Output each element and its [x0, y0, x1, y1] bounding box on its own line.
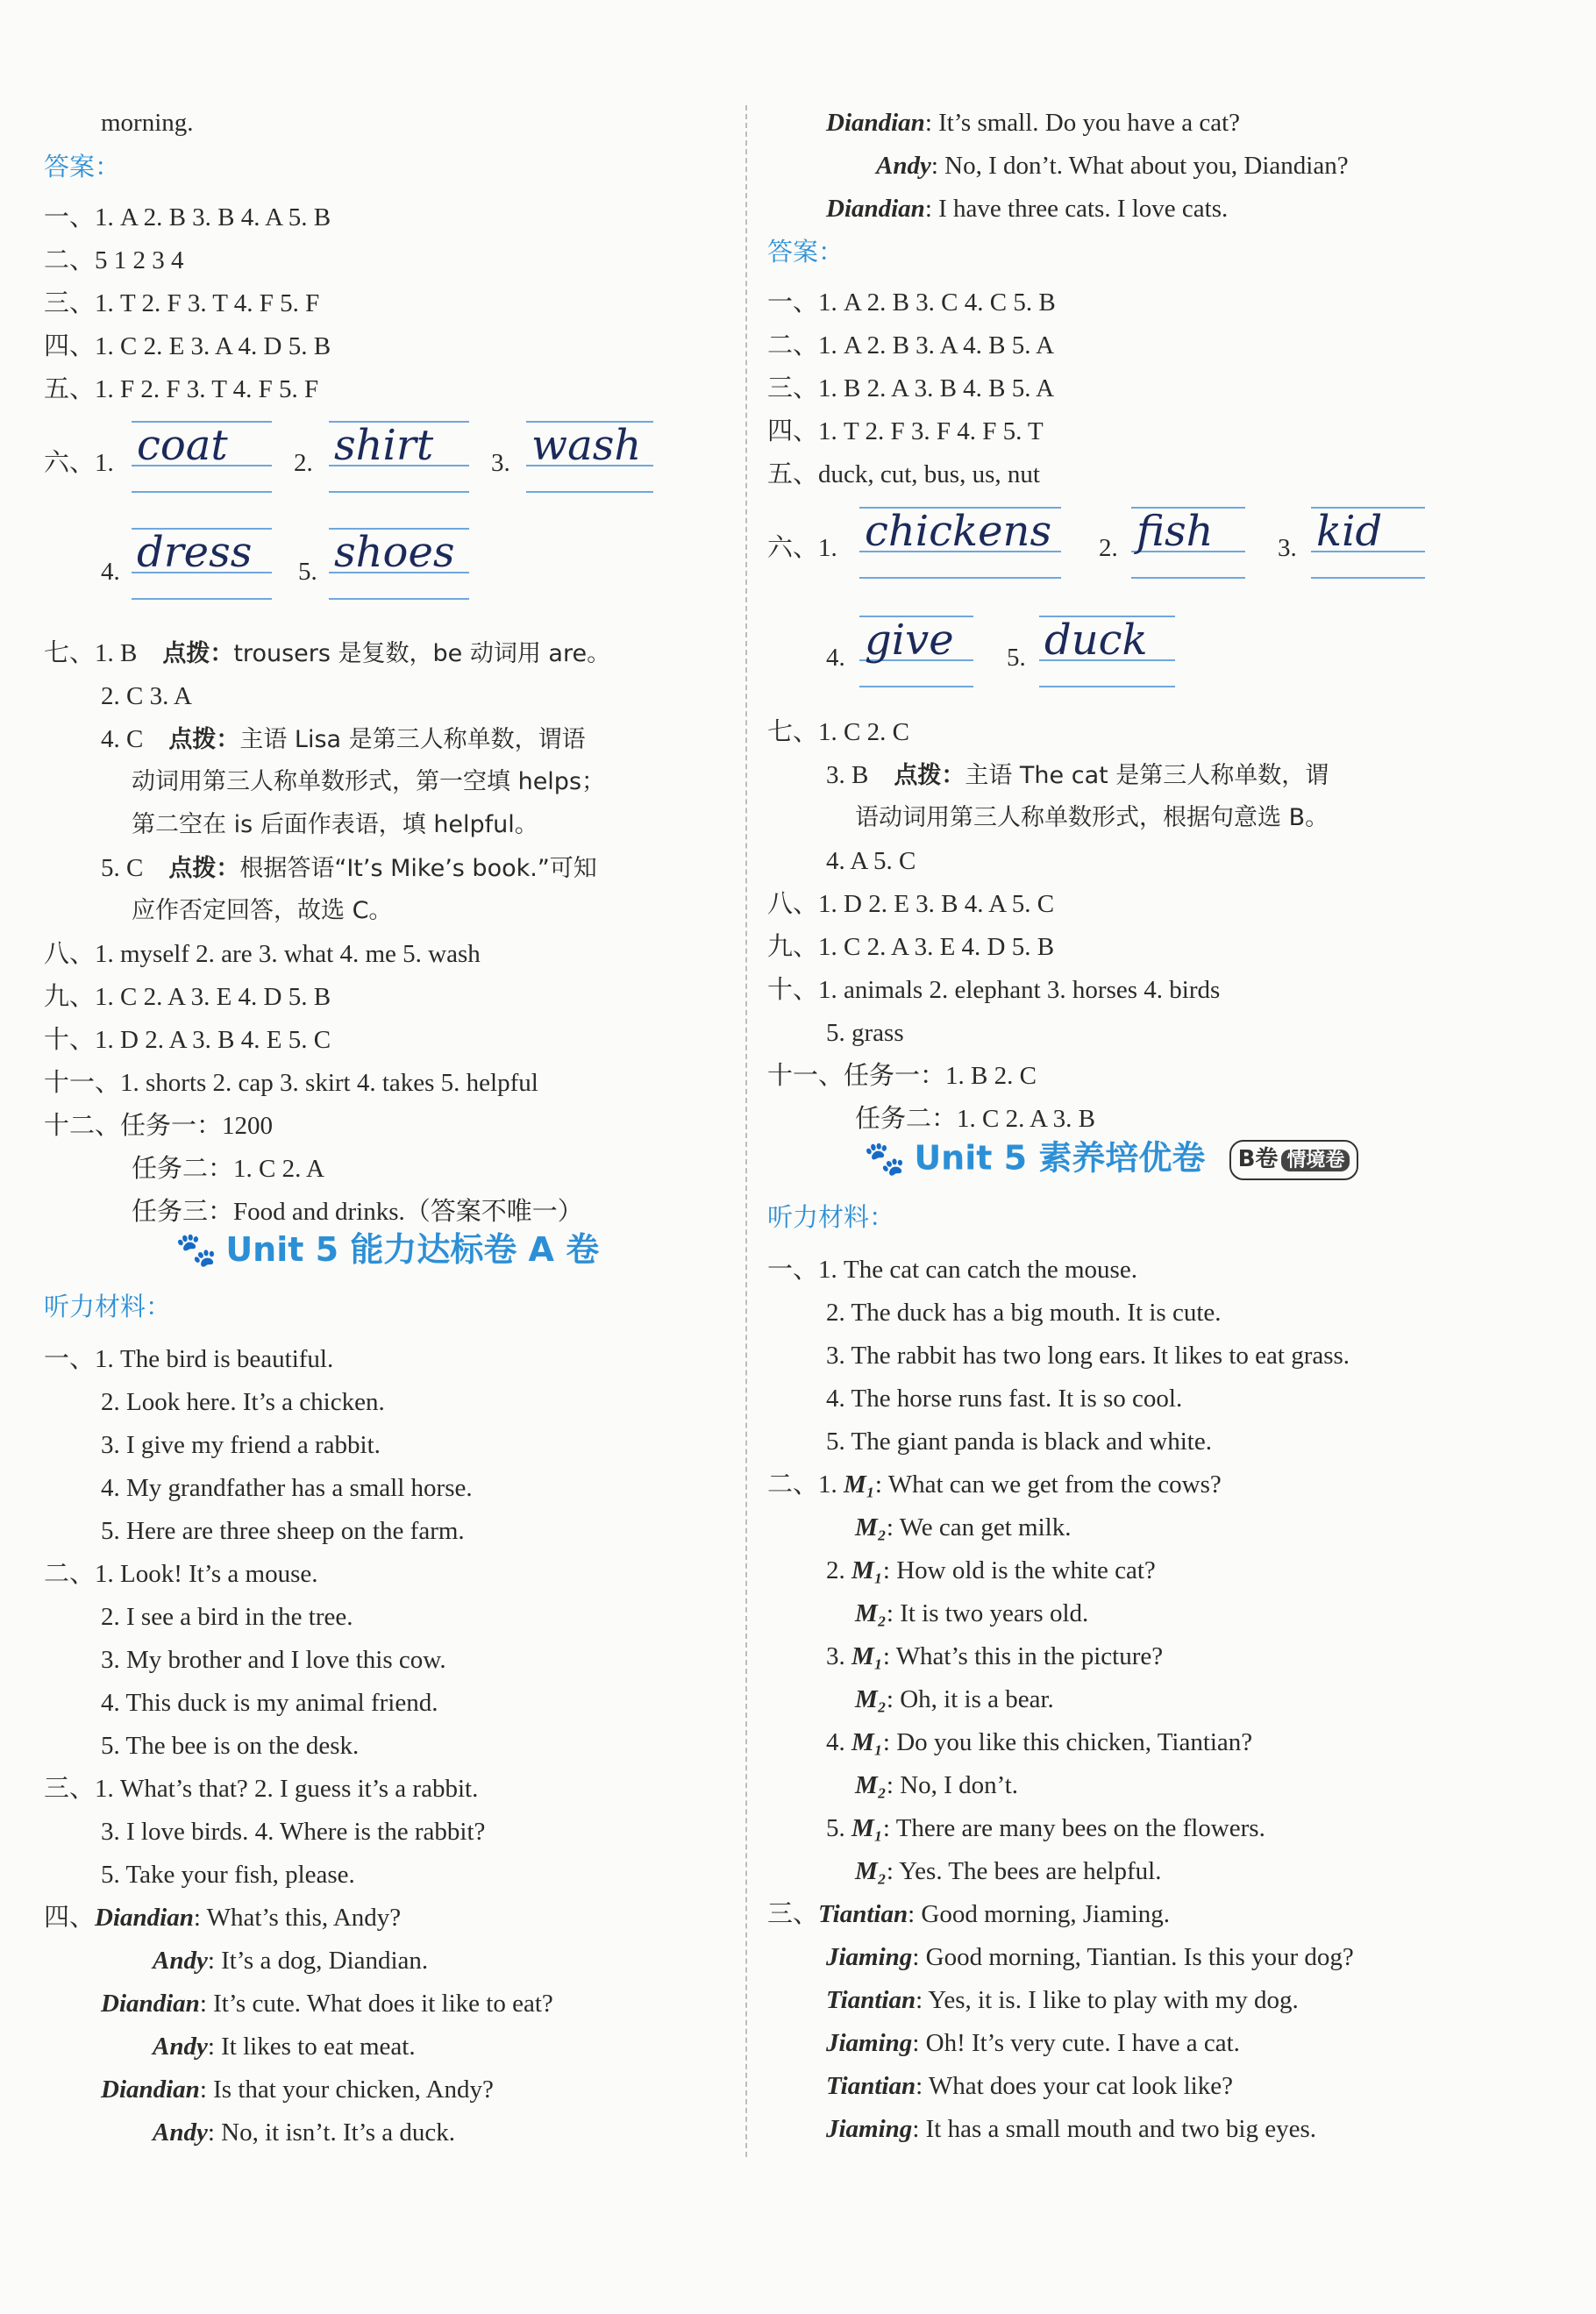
answer-label: 六、1. — [767, 534, 837, 562]
listening-line: 3. The rabbit has two long ears. It likes to eat grass. — [826, 1342, 1350, 1370]
answer-number: 3. — [1278, 534, 1297, 562]
speaker: M₂ — [855, 1599, 887, 1627]
paw-icon: 🐾 — [175, 1230, 217, 1269]
answer-line: 十一、1. shorts 2. cap 3. skirt 4. takes 5. helpful — [44, 1069, 538, 1097]
badge-sub: 情境卷 — [1281, 1150, 1350, 1171]
speaker: Andy — [876, 152, 931, 180]
answer-number: 5. — [1007, 644, 1026, 672]
section-number: 三、 — [767, 1900, 819, 1928]
dialogue-line — [153, 1943, 428, 1978]
answer-line: 任务二：1. C 2. A 3. B — [855, 1105, 1095, 1133]
answer-line: 十二、任务一：1200 — [44, 1112, 274, 1140]
speaker: M₁ — [851, 1814, 883, 1842]
speaker: M₁ — [844, 1470, 875, 1499]
handwritten-word: wash — [531, 421, 642, 470]
tip-text: 主语 Lisa 是第三人称单数，谓语 — [239, 726, 586, 753]
speech: : No, I don’t. What about you, Diandian? — [930, 152, 1349, 180]
speaker: Tiantian — [826, 2072, 916, 2100]
dialogue-line — [855, 1682, 1054, 1717]
unit-title-text: Unit 5 能力达标卷 A 卷 — [225, 1230, 600, 1269]
answer-number: 4. — [101, 558, 120, 586]
speech: : I have three cats. I love cats. — [924, 195, 1229, 223]
answer-line: 三、1. B 2. A 3. B 4. B 5. A — [767, 374, 1055, 402]
speaker: Jiaming — [826, 2115, 913, 2143]
listening-line: 5. The bee is on the desk. — [101, 1732, 360, 1760]
listening-line: 3. I give my friend a rabbit. — [101, 1431, 381, 1459]
item-number: 4. — [826, 1728, 845, 1756]
listening-line: 一、1. The bird is beautiful. — [44, 1345, 334, 1373]
speech: : What’s this, Andy? — [193, 1904, 402, 1932]
listening-line: 一、1. The cat can catch the mouse. — [767, 1256, 1137, 1284]
handwritten-word: duck — [1044, 616, 1148, 665]
unit-title — [175, 1232, 599, 1267]
answer-number: 4. — [826, 644, 845, 672]
handwriting-answer — [859, 616, 973, 686]
speaker: Andy — [153, 2118, 208, 2147]
listening-line: 三、1. What’s that? 2. I guess it’s a rabbit. — [44, 1775, 479, 1803]
tip-text: 语动词用第三人称单数形式，根据句意选 B。 — [855, 804, 1329, 831]
answer-line: 七、1. C 2. C — [767, 718, 909, 746]
tip-text: 第二空在 is 后面作表语，填 helpful。 — [132, 811, 538, 838]
dialogue-line — [855, 1510, 1071, 1545]
answer-text: 5. C — [101, 854, 144, 882]
dialogue-line — [826, 1725, 1252, 1760]
answer-line — [44, 636, 610, 672]
listening-heading: 听力材料： — [44, 1292, 172, 1321]
badge-main: B卷 — [1237, 1146, 1279, 1172]
answer-line: 八、1. myself 2. are 3. what 4. me 5. wash — [44, 940, 481, 968]
answer-line: 任务二：1. C 2. A — [132, 1155, 324, 1183]
speech: : Yes, it is. I like to play with my dog. — [916, 1986, 1299, 2014]
speech: : It likes to eat meat. — [207, 2033, 416, 2061]
listening-line: 5. Take your fish, please. — [101, 1861, 355, 1889]
dialogue-line — [826, 105, 1240, 140]
dialogue-line — [826, 1639, 1163, 1674]
tip-text: trousers 是复数，be 动词用 are。 — [233, 640, 611, 667]
dialogue-line — [876, 148, 1349, 183]
answer-label: 六、1. — [44, 449, 114, 477]
answer-line: 五、duck, cut, bus, us, nut — [767, 460, 1040, 488]
listening-line: 5. Here are three sheep on the farm. — [101, 1517, 465, 1545]
dialogue-line — [826, 2026, 1240, 2061]
unit-title-text: Unit 5 素养培优卷 — [914, 1138, 1206, 1178]
speaker: Diandian — [95, 1904, 194, 1932]
handwritten-word: chickens — [865, 507, 1052, 556]
tip-text: 动词用第三人称单数形式，第一空填 helps； — [132, 768, 606, 795]
dialogue-line — [855, 1768, 1018, 1803]
speaker: Andy — [153, 1947, 208, 1975]
paw-icon: 🐾 — [864, 1138, 906, 1178]
handwritten-word: shoes — [334, 528, 455, 577]
dialogue-line — [153, 2115, 455, 2150]
handwritten-word: kid — [1316, 507, 1383, 556]
answer-line: 三、1. T 2. F 3. T 4. F 5. F — [44, 289, 320, 317]
speech: : We can get milk. — [886, 1513, 1072, 1541]
handwriting-answer — [1131, 507, 1245, 577]
section-number: 四、 — [44, 1904, 96, 1932]
tip-text: 根据答语“It’s Mike’s book.”可知 — [239, 855, 597, 882]
speaker: Diandian — [826, 195, 925, 223]
speaker: M₁ — [851, 1642, 883, 1670]
speech: : Is that your chicken, Andy? — [199, 2075, 494, 2104]
listening-line: 2. I see a bird in the tree. — [101, 1603, 353, 1631]
speech: : What’s this in the picture? — [882, 1642, 1164, 1670]
dialogue-line — [826, 2068, 1233, 2104]
speaker: M₁ — [851, 1728, 883, 1756]
answer-line: 一、1. A 2. B 3. C 4. C 5. B — [767, 288, 1056, 317]
speech: : There are many bees on the flowers. — [882, 1814, 1265, 1842]
speech: : It’s small. Do you have a cat? — [924, 109, 1241, 137]
speech: : It’s a dog, Diandian. — [207, 1947, 429, 1975]
dialogue-line — [101, 1986, 553, 2021]
tip-label: 点拨： — [168, 855, 240, 882]
answer-line: 五、1. F 2. F 3. T 4. F 5. F — [44, 375, 319, 403]
speaker: M₂ — [855, 1771, 887, 1799]
dialogue-line — [826, 1811, 1265, 1846]
handwriting-answer — [329, 528, 469, 598]
speech: : It’s cute. What does it like to eat? — [199, 1990, 553, 2018]
item-number: 3. — [826, 1642, 845, 1670]
dialogue-line — [855, 1854, 1161, 1889]
speech: : How old is the white cat? — [882, 1556, 1156, 1584]
answer-line — [826, 758, 1329, 794]
speaker: Jiaming — [826, 1943, 913, 1971]
handwriting-answer — [859, 507, 1061, 577]
handwriting-answer — [132, 421, 272, 491]
answer-line: 5. grass — [826, 1019, 904, 1047]
speech: : Yes. The bees are helpful. — [886, 1857, 1162, 1885]
speech: : Oh, it is a bear. — [886, 1685, 1054, 1713]
dialogue-line — [826, 2111, 1316, 2147]
handwritten-word: give — [865, 616, 954, 665]
speech: : Good morning, Tiantian. Is this your dog? — [912, 1943, 1354, 1971]
answer-text: 4. C — [101, 725, 144, 753]
listening-line: 5. The giant panda is black and white. — [826, 1428, 1212, 1456]
tip-label: 点拨： — [168, 726, 240, 753]
tip-label: 点拨： — [162, 640, 234, 667]
dialogue-line — [826, 1553, 1156, 1588]
speaker: M₂ — [855, 1857, 887, 1885]
listening-line: 4. The horse runs fast. It is so cool. — [826, 1385, 1183, 1413]
speech: : It is two years old. — [886, 1599, 1089, 1627]
speech: : No, it isn’t. It’s a duck. — [207, 2118, 456, 2147]
item-number: 2. — [826, 1556, 845, 1584]
dialogue-line — [767, 1467, 1222, 1502]
answer-line — [101, 722, 586, 758]
speaker: Tiantian — [826, 1986, 916, 2014]
answer-line: 十、1. D 2. A 3. B 4. E 5. C — [44, 1026, 331, 1054]
paper-badge — [1229, 1140, 1359, 1180]
text-line: morning. — [101, 109, 194, 137]
tip-label: 点拨： — [894, 762, 965, 789]
answer-heading: 答案： — [767, 237, 844, 267]
speaker: Tiantian — [818, 1900, 908, 1928]
answer-line: 二、1. A 2. B 3. A 4. B 5. A — [767, 331, 1055, 360]
handwriting-answer — [1311, 507, 1425, 577]
unit-title — [864, 1140, 1358, 1180]
speaker: Jiaming — [826, 2029, 913, 2057]
answer-line: 四、1. T 2. F 3. F 4. F 5. T — [767, 417, 1044, 445]
dialogue-line — [153, 2029, 416, 2064]
dialogue-line — [101, 2072, 494, 2107]
speech: : What can we get from the cows? — [874, 1470, 1222, 1499]
column-divider — [745, 105, 747, 2157]
handwriting-answer — [329, 421, 469, 491]
handwritten-word: coat — [137, 421, 228, 470]
item-number: 二、1. — [767, 1470, 837, 1499]
answer-line: 九、1. C 2. A 3. E 4. D 5. B — [767, 933, 1055, 961]
answer-text: 七、1. B — [44, 639, 138, 667]
listening-line: 4. My grandfather has a small horse. — [101, 1474, 473, 1502]
answer-number: 3. — [491, 449, 510, 477]
speech: : It has a small mouth and two big eyes. — [912, 2115, 1317, 2143]
answer-line — [101, 851, 597, 886]
listening-line: 4. This duck is my animal friend. — [101, 1689, 438, 1717]
listening-line: 3. I love birds. 4. Where is the rabbit? — [101, 1818, 486, 1846]
handwriting-answer — [1039, 616, 1175, 686]
dialogue-line — [826, 191, 1228, 226]
speech: : No, I don’t. — [886, 1771, 1019, 1799]
answer-text: 3. B — [826, 761, 869, 789]
answer-number: 5. — [298, 558, 317, 586]
speaker: M₁ — [851, 1556, 883, 1584]
answer-number: 2. — [294, 449, 313, 477]
answer-heading: 答案： — [44, 152, 121, 182]
listening-line: 二、1. Look! It’s a mouse. — [44, 1560, 318, 1588]
answer-line: 一、1. A 2. B 3. B 4. A 5. B — [44, 203, 331, 231]
answer-line: 任务三：Food and drinks.（答案不唯一） — [132, 1198, 583, 1226]
listening-line: 3. My brother and I love this cow. — [101, 1646, 446, 1674]
tip-text: 主语 The cat 是第三人称单数，谓 — [965, 762, 1329, 789]
answer-line: 八、1. D 2. E 3. B 4. A 5. C — [767, 890, 1055, 918]
listening-heading: 听力材料： — [767, 1202, 895, 1232]
listening-line: 2. Look here. It’s a chicken. — [101, 1388, 385, 1416]
dialogue-line — [44, 1900, 401, 1935]
dialogue-line — [826, 1940, 1354, 1975]
item-number: 5. — [826, 1814, 845, 1842]
dialogue-line — [767, 1897, 1170, 1932]
speaker: Diandian — [101, 2075, 200, 2104]
listening-line: 2. The duck has a big mouth. It is cute. — [826, 1299, 1222, 1327]
handwriting-answer — [132, 528, 272, 598]
dialogue-line — [826, 1983, 1299, 2018]
tip-text: 应作否定回答，故选 C。 — [132, 897, 393, 924]
dialogue-line — [855, 1596, 1088, 1631]
handwritten-word: shirt — [334, 421, 434, 470]
speech: : Good morning, Jiaming. — [908, 1900, 1170, 1928]
speaker: M₂ — [855, 1513, 887, 1541]
speech: : Do you like this chicken, Tiantian? — [882, 1728, 1253, 1756]
speech: : What does your cat look like? — [916, 2072, 1233, 2100]
handwriting-answer — [526, 421, 653, 491]
answer-line: 4. A 5. C — [826, 847, 916, 875]
answer-line: 十、1. animals 2. elephant 3. horses 4. birds — [767, 976, 1221, 1004]
speech: : Oh! It’s very cute. I have a cat. — [912, 2029, 1240, 2057]
handwritten-word: fish — [1136, 507, 1214, 556]
handwritten-word: dress — [137, 528, 253, 577]
answer-line: 九、1. C 2. A 3. E 4. D 5. B — [44, 983, 331, 1011]
answer-line: 2. C 3. A — [101, 682, 192, 710]
speaker: Andy — [153, 2033, 208, 2061]
speaker: Diandian — [826, 109, 925, 137]
speaker: Diandian — [101, 1990, 200, 2018]
speaker: M₂ — [855, 1685, 887, 1713]
answer-line: 十一、任务一：1. B 2. C — [767, 1062, 1037, 1090]
answer-number: 2. — [1099, 534, 1118, 562]
answer-line: 二、5 1 2 3 4 — [44, 246, 184, 274]
answer-line: 四、1. C 2. E 3. A 4. D 5. B — [44, 332, 331, 360]
